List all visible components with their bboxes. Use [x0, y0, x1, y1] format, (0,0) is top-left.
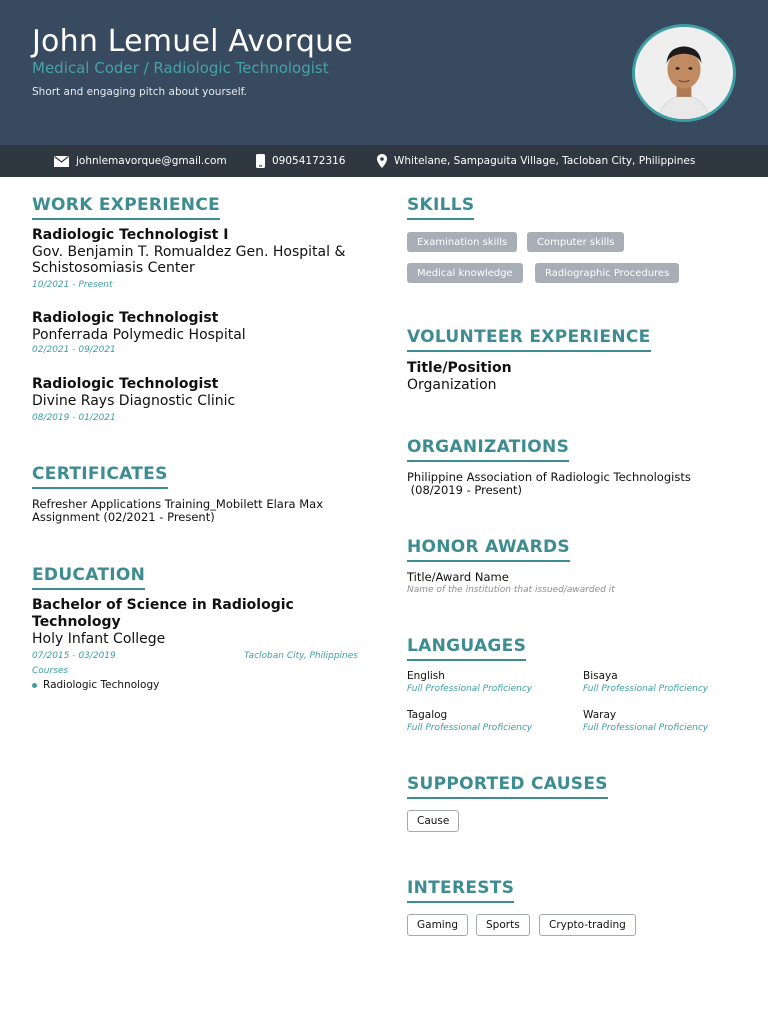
language-item — [583, 709, 708, 735]
candidate-pitch: Short and engaging pitch about yourself. — [32, 86, 247, 98]
profile-photo-image — [635, 27, 733, 119]
section-title-honor-awards: HONOR AWARDS — [407, 537, 570, 562]
interest-tag: Gaming — [407, 914, 468, 936]
volunteer-title: Title/Position — [407, 360, 512, 376]
work-item-organization: Divine Rays Diagnostic Clinic — [32, 393, 236, 409]
education-course-item — [32, 679, 159, 692]
education-course-text: Radiologic Technology — [43, 679, 160, 691]
work-item — [32, 310, 362, 357]
bullet-icon — [32, 683, 37, 688]
section-title-education: EDUCATION — [32, 565, 145, 590]
work-item-organization: Gov. Benjamin T. Romualdez Gen. Hospital & Schistosomiasis Center — [32, 244, 346, 276]
envelope-icon — [54, 156, 69, 167]
skill-tag: Radiographic Procedures — [535, 263, 679, 283]
language-name: English — [407, 670, 445, 682]
education-item — [32, 597, 332, 647]
contact-address — [377, 145, 695, 177]
work-item-title: Radiologic Technologist — [32, 310, 219, 326]
section-title-work-experience: WORK EXPERIENCE — [32, 195, 220, 220]
education-location: Tacloban City, Philippines — [244, 651, 358, 661]
contact-bar — [0, 145, 768, 177]
language-level: Full Professional Proficiency — [407, 723, 533, 733]
organization-dates: (08/2019 - Present) — [407, 483, 523, 497]
language-item — [407, 709, 532, 735]
language-name: Waray — [583, 709, 617, 721]
work-item-dates: 08/2019 - 01/2021 — [32, 413, 116, 423]
work-item — [32, 376, 362, 425]
honor-item — [407, 571, 615, 597]
work-item-dates: 02/2021 - 09/2021 — [32, 345, 116, 355]
organization-item — [407, 471, 691, 497]
work-item-organization: Ponferrada Polymedic Hospital — [32, 327, 246, 343]
honor-issuer: Name of the institution that issued/awarded it — [407, 585, 615, 595]
cause-tag: Cause — [407, 810, 459, 832]
skill-tag: Examination skills — [407, 232, 517, 252]
honor-title: Title/Award Name — [407, 570, 509, 584]
section-title-volunteer-experience: VOLUNTEER EXPERIENCE — [407, 327, 651, 352]
education-degree: Bachelor of Science in Radiologic Technology — [32, 597, 294, 630]
location-pin-icon — [377, 154, 387, 168]
work-item-title: Radiologic Technologist — [32, 376, 219, 392]
work-item-dates: 10/2021 - Present — [32, 280, 113, 290]
section-title-skills: SKILLS — [407, 195, 474, 220]
phone-icon — [256, 154, 265, 168]
candidate-name: John Lemuel Avorque — [32, 24, 353, 59]
education-school: Holy Infant College — [32, 631, 166, 647]
language-level: Full Professional Proficiency — [583, 684, 709, 694]
skill-tag: Medical knowledge — [407, 263, 523, 283]
contact-email[interactable] — [54, 145, 227, 177]
volunteer-organization: Organization — [407, 377, 497, 393]
section-title-supported-causes: SUPPORTED CAUSES — [407, 774, 608, 799]
language-item — [583, 670, 708, 696]
candidate-role: Medical Coder / Radiologic Technologist — [32, 59, 329, 77]
language-level: Full Professional Proficiency — [407, 684, 533, 694]
skill-tag: Computer skills — [527, 232, 624, 252]
language-level: Full Professional Proficiency — [583, 723, 709, 733]
resume-header — [0, 0, 768, 145]
section-title-organizations: ORGANIZATIONS — [407, 437, 569, 462]
language-name: Tagalog — [407, 709, 448, 721]
interest-tag: Crypto-trading — [539, 914, 636, 936]
interest-tag: Sports — [476, 914, 530, 936]
work-item-title: Radiologic Technologist I — [32, 227, 229, 243]
profile-photo — [632, 24, 736, 122]
organization-name: Philippine Association of Radiologic Technologists — [407, 470, 691, 484]
contact-email-text: johnlemavorque@gmail.com — [76, 155, 227, 167]
education-courses-label: Courses — [32, 666, 69, 676]
section-title-languages: LANGUAGES — [407, 636, 526, 661]
volunteer-item — [407, 360, 512, 393]
education-dates: 07/2015 - 03/2019 — [32, 651, 116, 661]
language-item — [407, 670, 532, 696]
section-title-interests: INTERESTS — [407, 878, 514, 903]
contact-phone-text: 09054172316 — [272, 155, 346, 167]
certificate-item: Refresher Applications Training_Mobilett Elara Max Assignment (02/2021 - Present) — [32, 497, 324, 524]
contact-address-text: Whitelane, Sampaguita Village, Tacloban City, Philippines — [394, 155, 696, 167]
section-title-certificates: CERTIFICATES — [32, 464, 168, 489]
language-name: Bisaya — [583, 670, 618, 682]
work-item — [32, 227, 362, 292]
contact-phone[interactable] — [256, 145, 346, 177]
